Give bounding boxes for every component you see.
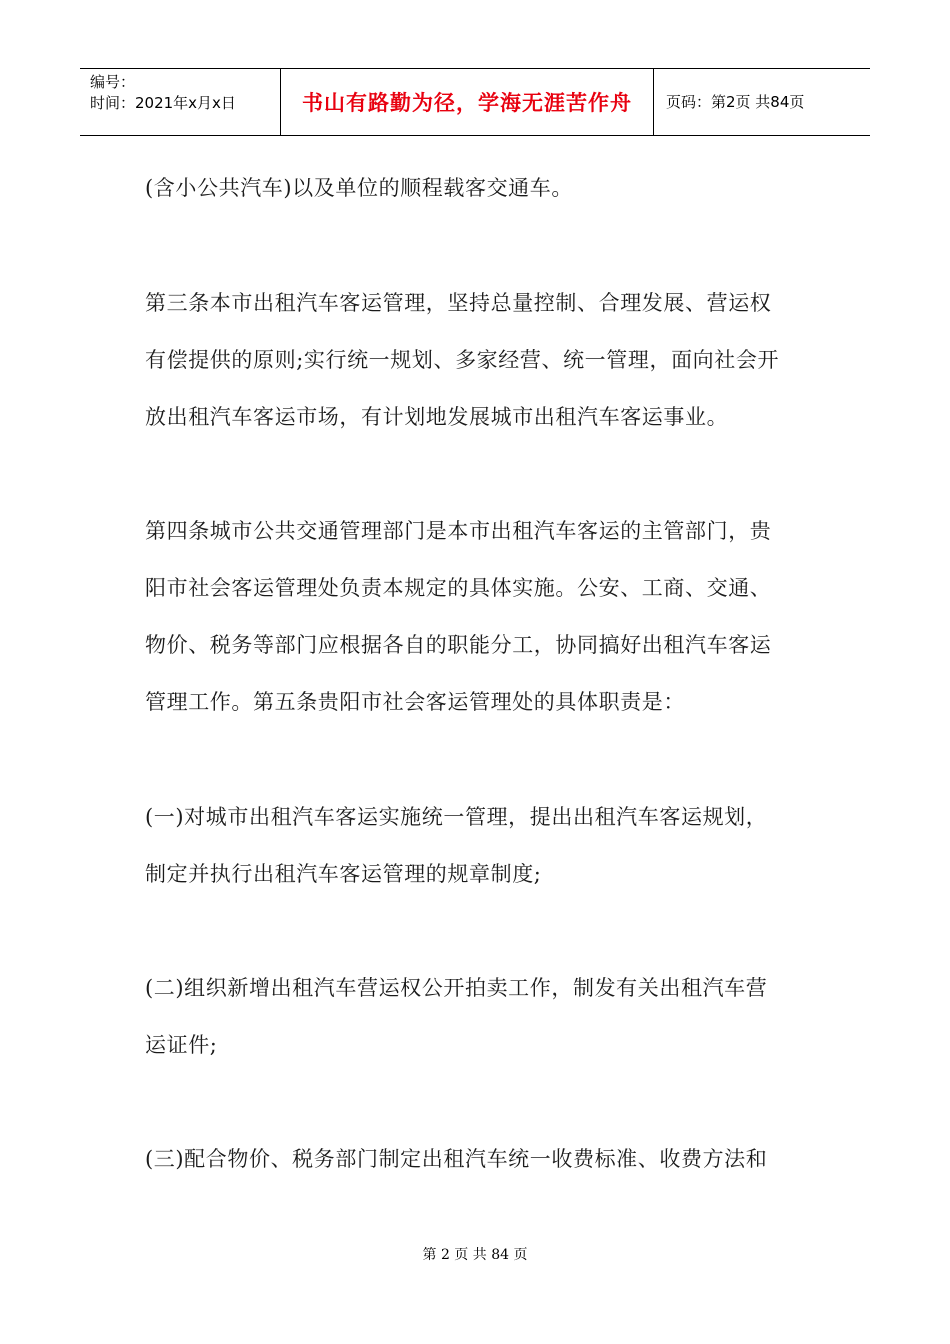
header-page-info: 页码：第2页 共84页 xyxy=(666,93,805,111)
document-header xyxy=(80,68,870,136)
body-line: 管理工作。第五条贵阳市社会客运管理处的具体职责是： xyxy=(145,690,685,714)
body-line: 有偿提供的原则;实行统一规划、多家经营、统一管理，面向社会开 xyxy=(145,348,780,372)
header-divider xyxy=(653,69,654,135)
body-line: (含小公共汽车)以及单位的顺程载客交通车。 xyxy=(145,176,573,200)
body-line: 放出租汽车客运市场，有计划地发展城市出租汽车客运事业。 xyxy=(145,405,729,429)
body-line: (三)配合物价、税务部门制定出租汽车统一收费标准、收费方法和 xyxy=(145,1147,768,1171)
body-line: 阳市社会客运管理处负责本规定的具体实施。公安、工商、交通、 xyxy=(145,576,772,600)
body-line: 制定并执行出租汽车客运管理的规章制度; xyxy=(145,862,542,886)
header-motto: 书山有路勤为径，学海无涯苦作舟 xyxy=(302,91,632,115)
document-date: 时间：2021年x月x日 xyxy=(90,94,236,112)
body-line: 物价、税务等部门应根据各自的职能分工，协同搞好出租汽车客运 xyxy=(145,633,772,657)
body-line: (二)组织新增出租汽车营运权公开拍卖工作，制发有关出租汽车营 xyxy=(145,976,768,1000)
body-line: (一)对城市出租汽车客运实施统一管理，提出出租汽车客运规划， xyxy=(145,805,768,829)
header-meta xyxy=(80,69,280,135)
document-number-label: 编号： xyxy=(90,73,136,91)
page-footer: 第 2 页 共 84 页 xyxy=(422,1247,528,1263)
body-line: 运证件; xyxy=(145,1033,218,1057)
body-line: 第四条城市公共交通管理部门是本市出租汽车客运的主管部门，贵 xyxy=(145,519,772,543)
body-line: 第三条本市出租汽车客运管理，坚持总量控制、合理发展、营运权 xyxy=(145,291,772,315)
